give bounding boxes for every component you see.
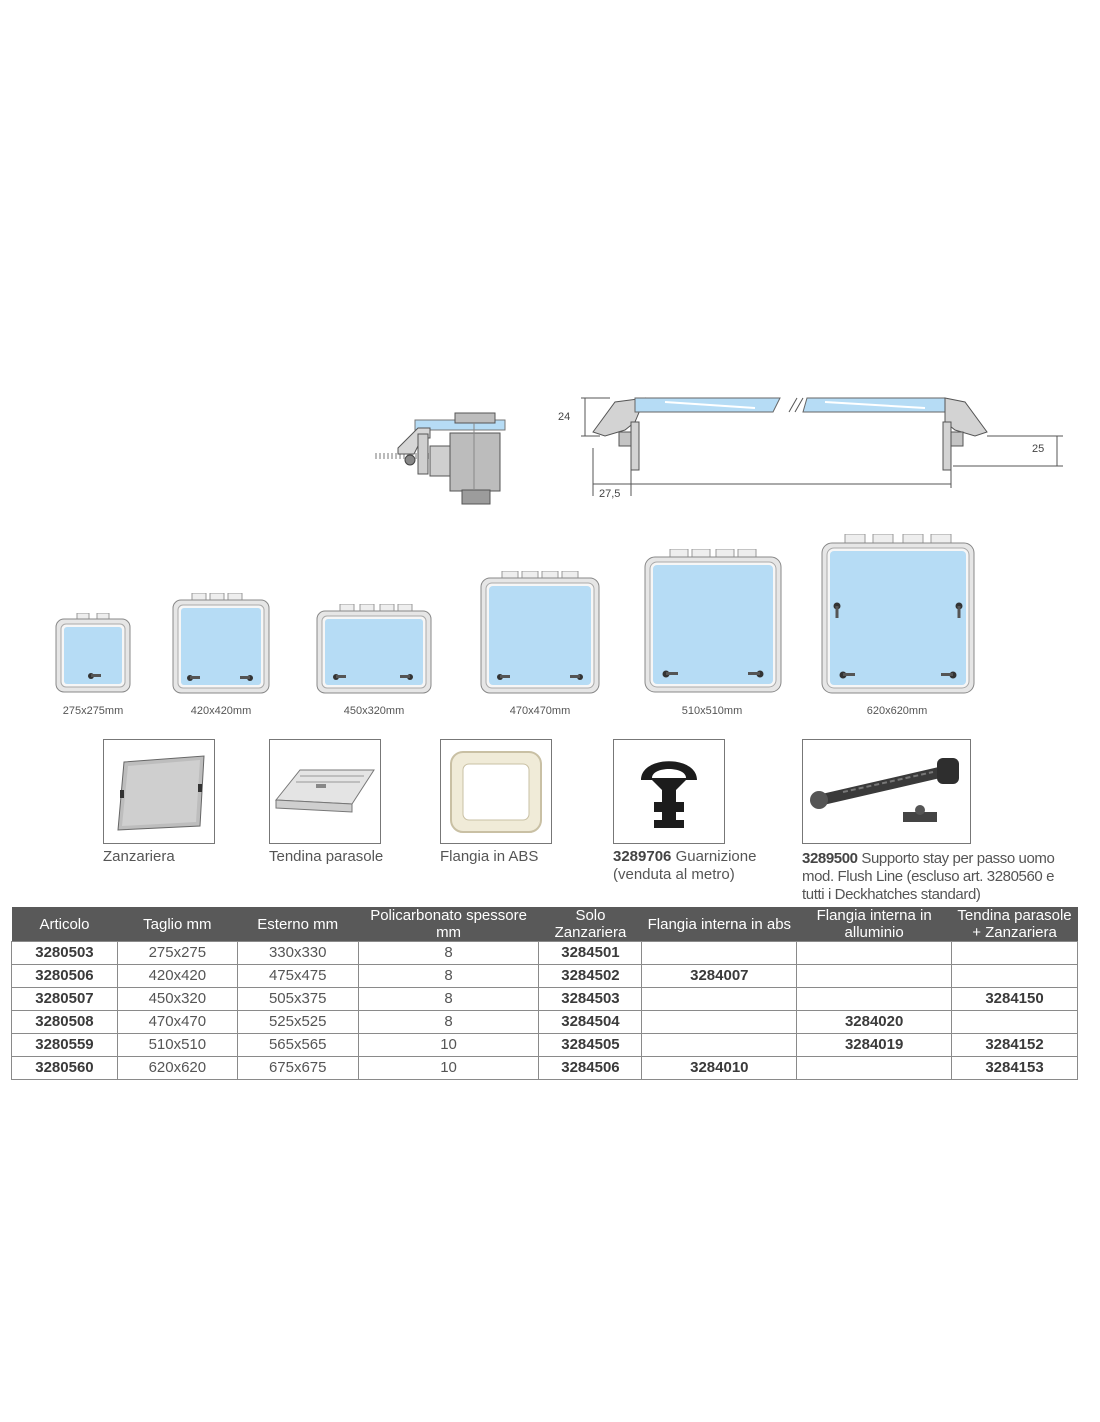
zanzariera-image bbox=[103, 739, 215, 844]
supporto-code: 3289500 bbox=[802, 850, 858, 867]
size-caption: 620x620mm bbox=[866, 705, 928, 717]
table-cell: 470x470 bbox=[117, 1011, 237, 1034]
hatch-510-image bbox=[644, 549, 782, 693]
hatch-470-image bbox=[480, 571, 600, 694]
table-cell: 3284019 bbox=[797, 1034, 952, 1057]
size-caption: 470x470mm bbox=[509, 705, 571, 717]
table-cell: 3284501 bbox=[539, 942, 642, 965]
table-cell bbox=[797, 965, 952, 988]
table-cell: 675x675 bbox=[237, 1057, 358, 1080]
table-cell: 620x620 bbox=[117, 1057, 237, 1080]
table-cell: 3280503 bbox=[12, 942, 118, 965]
zanzariera-caption: Zanzariera bbox=[103, 848, 175, 865]
guarnizione-image bbox=[613, 739, 725, 844]
table-cell bbox=[797, 988, 952, 1011]
flangia-abs-image bbox=[440, 739, 552, 844]
table-row bbox=[12, 988, 1078, 1011]
profile-section-drawing bbox=[555, 388, 1075, 508]
table-cell: 3280560 bbox=[12, 1057, 118, 1080]
table-cell bbox=[797, 1057, 952, 1080]
supporto-stay-image bbox=[802, 739, 971, 844]
guarnizione-text-2: (venduta al metro) bbox=[613, 866, 735, 883]
flangia-caption: Flangia in ABS bbox=[440, 848, 539, 865]
dim-height-left: 24 bbox=[558, 411, 571, 423]
table-cell: 3284007 bbox=[642, 965, 797, 988]
supporto-caption bbox=[802, 850, 1087, 904]
column-header: Flangia interna in alluminio bbox=[797, 907, 952, 942]
hinge-section-drawing bbox=[370, 408, 510, 508]
table-cell: 3280507 bbox=[12, 988, 118, 1011]
column-header: Taglio mm bbox=[117, 907, 237, 942]
table-cell: 3284010 bbox=[642, 1057, 797, 1080]
table-cell bbox=[642, 1011, 797, 1034]
table-cell: 3284503 bbox=[539, 988, 642, 1011]
table-cell: 275x275 bbox=[117, 942, 237, 965]
table-header-row bbox=[12, 907, 1078, 942]
guarnizione-caption bbox=[613, 848, 793, 884]
column-header: Tendina parasole + Zanzariera bbox=[952, 907, 1078, 942]
table-cell: 3284502 bbox=[539, 965, 642, 988]
table-cell: 3284153 bbox=[952, 1057, 1078, 1080]
table-cell: 8 bbox=[358, 965, 539, 988]
table-cell bbox=[952, 1011, 1078, 1034]
table-cell: 3280506 bbox=[12, 965, 118, 988]
table-cell: 8 bbox=[358, 942, 539, 965]
table-cell bbox=[642, 988, 797, 1011]
column-header: Flangia interna in abs bbox=[642, 907, 797, 942]
size-caption: 275x275mm bbox=[62, 705, 124, 717]
hatch-620-image bbox=[821, 534, 975, 694]
table-cell: 10 bbox=[358, 1034, 539, 1057]
hatch-450x320-image bbox=[316, 604, 432, 694]
table-cell: 525x525 bbox=[237, 1011, 358, 1034]
table-cell: 475x475 bbox=[237, 965, 358, 988]
table-row bbox=[12, 965, 1078, 988]
table-cell bbox=[642, 1034, 797, 1057]
table-cell: 8 bbox=[358, 1011, 539, 1034]
table-cell: 10 bbox=[358, 1057, 539, 1080]
table-cell: 3284505 bbox=[539, 1034, 642, 1057]
table-cell bbox=[952, 942, 1078, 965]
guarnizione-code: 3289706 bbox=[613, 848, 672, 865]
table-cell bbox=[797, 942, 952, 965]
supporto-text: Supporto stay per passo uomo bbox=[857, 850, 1055, 867]
table-cell: 420x420 bbox=[117, 965, 237, 988]
table-cell: 3284506 bbox=[539, 1057, 642, 1080]
supporto-text-2: mod. Flush Line (escluso art. 3280560 e bbox=[802, 868, 1055, 885]
column-header: Policarbonato spessore mm bbox=[358, 907, 539, 942]
table-cell: 3280559 bbox=[12, 1034, 118, 1057]
table-cell bbox=[642, 942, 797, 965]
column-header: Esterno mm bbox=[237, 907, 358, 942]
table-cell: 3284152 bbox=[952, 1034, 1078, 1057]
table-cell: 510x510 bbox=[117, 1034, 237, 1057]
dim-height-right: 25 bbox=[1032, 443, 1045, 455]
table-row bbox=[12, 942, 1078, 965]
tendina-parasole-image bbox=[269, 739, 381, 844]
table-cell: 3280508 bbox=[12, 1011, 118, 1034]
table-cell: 330x330 bbox=[237, 942, 358, 965]
table-row bbox=[12, 1057, 1078, 1080]
table-row bbox=[12, 1011, 1078, 1034]
hatch-420-image bbox=[172, 593, 270, 694]
guarnizione-text: Guarnizione bbox=[671, 848, 757, 865]
hatch-275-image bbox=[55, 613, 131, 693]
column-header: Articolo bbox=[12, 907, 118, 942]
column-header: Solo Zanzariera bbox=[539, 907, 642, 942]
table-cell: 565x565 bbox=[237, 1034, 358, 1057]
supporto-text-3: tutti i Deckhatches standard) bbox=[802, 886, 981, 903]
table-row bbox=[12, 1034, 1078, 1057]
table-cell: 3284020 bbox=[797, 1011, 952, 1034]
table-cell: 3284150 bbox=[952, 988, 1078, 1011]
table-cell: 8 bbox=[358, 988, 539, 1011]
spec-table bbox=[11, 907, 1078, 1080]
dim-width: 27,5 bbox=[599, 488, 621, 500]
size-caption: 420x420mm bbox=[190, 705, 252, 717]
table-cell bbox=[952, 965, 1078, 988]
table-cell: 3284504 bbox=[539, 1011, 642, 1034]
table-cell: 505x375 bbox=[237, 988, 358, 1011]
table-cell: 450x320 bbox=[117, 988, 237, 1011]
size-caption: 450x320mm bbox=[343, 705, 405, 717]
size-caption: 510x510mm bbox=[681, 705, 743, 717]
tendina-caption: Tendina parasole bbox=[269, 848, 384, 865]
